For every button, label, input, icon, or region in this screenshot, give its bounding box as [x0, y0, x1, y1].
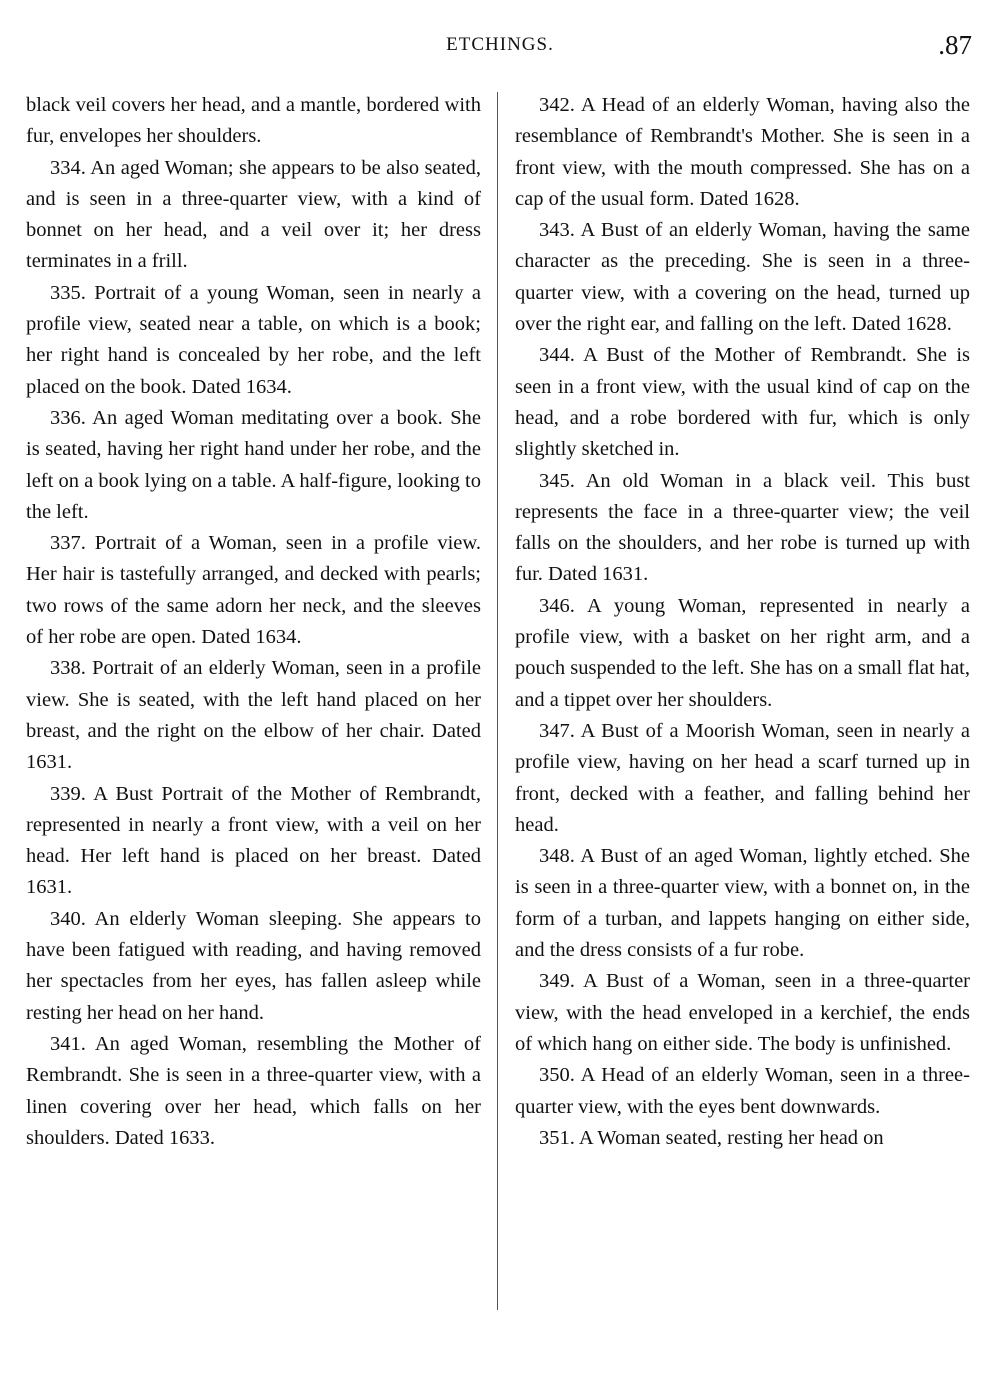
entry-345: 345. An old Woman in a black veil. This bust represents the face in a three-quarter view; the veil falls on the shoulders, and her robe is turned up with fur. Dated 1631.: [515, 469, 970, 586]
entry-343: 343. A Bust of an elderly Woman, having the same character as the preceding. She is seen in a three-quarter view, with a covering on the head, turned up over the right ear, and falling on the left. Dated 1628.: [515, 219, 970, 336]
entry-335: 335. Portrait of a young Woman, seen in nearly a profile view, seated near a table, on which is a book; her right hand is concealed by her robe, and the left placed on the book. Dated 1634.: [26, 281, 481, 398]
entry-344: 344. A Bust of the Mother of Rembrandt. She is seen in a front view, with the usual kind of cap on the head, and a robe bordered with fur, which is only slightly sketched in.: [515, 344, 970, 461]
entry-340: 340. An elderly Woman sleeping. She appears to have been fatigued with reading, and having removed her spectacles from her eyes, has fallen asleep while resting her head on her hand.: [26, 907, 481, 1024]
entry-346: 346. A young Woman, represented in nearly a profile view, with a basket on her right arm, and a pouch suspended to the left. She has on a small flat hat, and a tippet over her shoulders.: [515, 594, 970, 711]
entry-339: 339. A Bust Portrait of the Mother of Rembrandt, represented in nearly a front view, with a veil on her head. Her left hand is placed on her breast. Dated 1631.: [26, 782, 481, 899]
page-number: .87: [938, 30, 972, 60]
entry-351: 351. A Woman seated, resting her head on: [539, 1126, 884, 1149]
entry-341: 341. An aged Woman, resembling the Mother of Rembrandt. She is seen in a three-quarter view, with a linen covering over her head, which falls on her shoulders. Dated 1633.: [26, 1032, 481, 1149]
entry-350: 350. A Head of an elderly Woman, seen in a three-quarter view, with the eyes bent downwards.: [515, 1064, 970, 1118]
entry-337: 337. Portrait of a Woman, seen in a profile view. Her hair is tastefully arranged, and decked with pearls; two rows of the same adorn her neck, and the sleeves of her robe are open. Dated 1634.: [26, 532, 481, 649]
entry-347: 347. A Bust of a Moorish Woman, seen in nearly a profile view, having on her head a scarf turned up in front, decked with a feather, and falling behind her head.: [515, 719, 970, 836]
column-divider: [497, 92, 498, 1310]
entry-336: 336. An aged Woman meditating over a book. She is seated, having her right hand under her robe, and the left on a book lying on a table. A half-figure, looking to the left.: [26, 406, 481, 523]
entry-334: 334. An aged Woman; she appears to be also seated, and is seen in a three-quarter view, with a kind of bonnet on her head, and a veil over it; her dress terminates in a frill.: [26, 156, 481, 273]
left-column: [26, 90, 481, 1154]
right-column: [515, 90, 970, 1154]
entry-348: 348. A Bust of an aged Woman, lightly etched. She is seen in a three-quarter view, with a bonnet on, in the form of a turban, and lappets hanging on either side, and the dress consists of a fur robe.: [515, 845, 970, 962]
page-header: [0, 30, 1000, 64]
entry-333-continuation: black veil covers her head, and a mantle, bordered with fur, envelopes her shoulders.: [26, 94, 481, 148]
running-title: ETCHINGS.: [446, 34, 554, 55]
entry-349: 349. A Bust of a Woman, seen in a three-quarter view, with the head enveloped in a kerchief, the ends of which hang on either side. The body is unfinished.: [515, 970, 970, 1055]
entry-342: 342. A Head of an elderly Woman, having also the resemblance of Rembrandt's Mother. She is seen in a front view, with the mouth compressed. She has on a cap of the usual form. Dated 1628.: [515, 94, 970, 210]
entry-338: 338. Portrait of an elderly Woman, seen in a profile view. She is seated, with the left hand placed on her breast, and the right on the elbow of her chair. Dated 1631.: [26, 657, 481, 774]
